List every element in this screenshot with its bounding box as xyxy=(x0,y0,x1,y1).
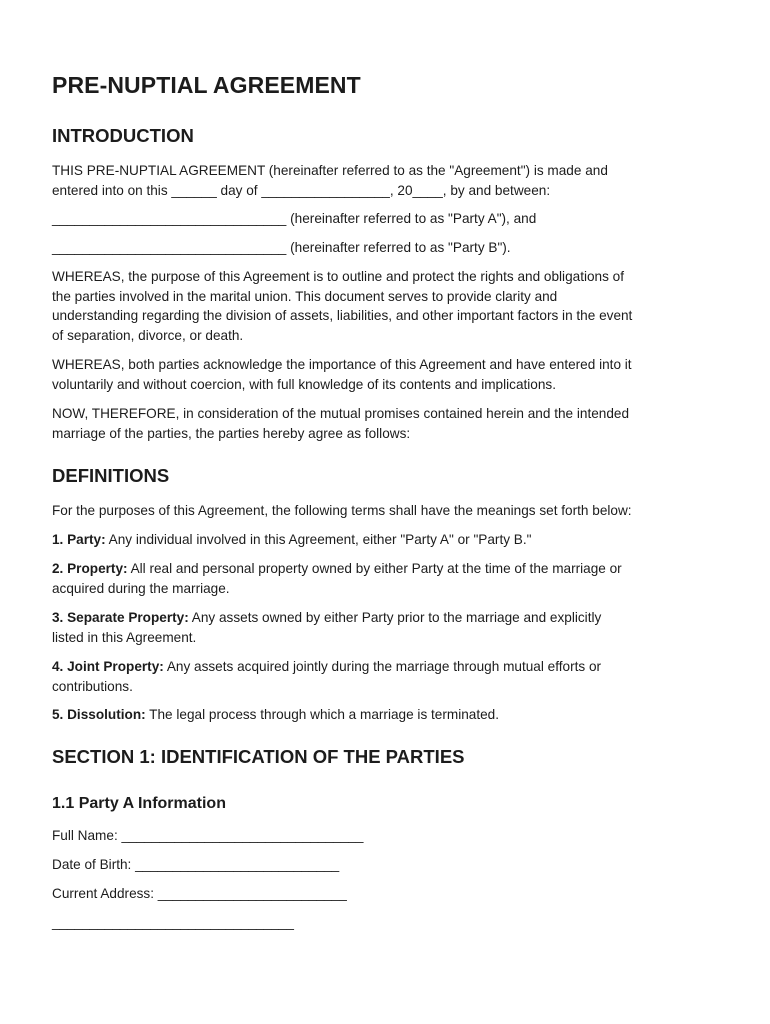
document-title: PRE-NUPTIAL AGREEMENT xyxy=(52,72,361,98)
current-address-field: Current Address: _________________________ xyxy=(52,886,347,901)
definition-term: 3. Separate Property: xyxy=(52,610,189,625)
text-line: voluntarily and without coercion, with full knowledge of its contents and implications. xyxy=(52,376,556,392)
text-line: WHEREAS, both parties acknowledge the importance of this Agreement and have entered into it xyxy=(52,357,632,372)
definition-text: contributions. xyxy=(52,678,133,694)
definition-text: listed in this Agreement. xyxy=(52,629,197,645)
text-line: understanding regarding the division of assets, liabilities, and other important factors in the event xyxy=(52,308,633,323)
text-line: of separation, divorce, or death. xyxy=(52,327,244,343)
definition-text: Any individual involved in this Agreement, either "Party A" or "Party B." xyxy=(105,532,532,547)
definition-term: 5. Dissolution: xyxy=(52,707,146,722)
definition-item xyxy=(52,530,722,550)
definitions-heading: DEFINITIONS xyxy=(52,465,170,486)
definition-item xyxy=(52,657,722,696)
text-line: marriage of the parties, the parties hereby agree as follows: xyxy=(52,425,411,441)
party-a-info-heading: 1.1 Party A Information xyxy=(52,795,226,812)
section-1-heading: SECTION 1: IDENTIFICATION OF THE PARTIES xyxy=(52,746,465,767)
definition-item xyxy=(52,608,722,647)
definition-text: acquired during the marriage. xyxy=(52,580,230,596)
intro-paragraph xyxy=(52,161,722,200)
definition-item xyxy=(52,705,722,725)
text-line: WHEREAS, the purpose of this Agreement is to outline and protect the rights and obligations of xyxy=(52,269,625,284)
definition-text: Any assets owned by either Party prior to the marriage and explicitly xyxy=(188,610,602,625)
definition-text: Any assets acquired jointly during the marriage through mutual efforts or xyxy=(163,659,602,674)
definitions-intro: For the purposes of this Agreement, the following terms shall have the meanings set forth below: xyxy=(52,503,632,518)
text-line: the parties involved in the marital union. This document serves to provide clarity and xyxy=(52,288,558,304)
intro-line: THIS PRE-NUPTIAL AGREEMENT (hereinafter referred to as the "Agreement") is made and xyxy=(52,163,608,178)
definition-term: 1. Party: xyxy=(52,532,106,547)
date-of-birth-field: Date of Birth: ___________________________ xyxy=(52,857,340,872)
address-continuation-line: ________________________________ xyxy=(52,915,294,930)
party-a-line: _______________________________ (hereinafter referred to as "Party A"), and xyxy=(52,211,537,226)
intro-line: entered into on this ______ day of _________________, 20____, by and between: xyxy=(52,182,551,198)
now-therefore-paragraph xyxy=(52,404,722,443)
definition-item xyxy=(52,559,722,598)
definition-text: The legal process through which a marriage is terminated. xyxy=(145,707,500,722)
definition-text: All real and personal property owned by either Party at the time of the marriage or xyxy=(127,561,622,576)
whereas-paragraph-2 xyxy=(52,355,722,394)
text-line: NOW, THEREFORE, in consideration of the mutual promises contained herein and the intended xyxy=(52,406,630,421)
definition-term: 4. Joint Property: xyxy=(52,659,164,674)
party-b-line: _______________________________ (hereinafter referred to as "Party B"). xyxy=(52,240,511,255)
definition-term: 2. Property: xyxy=(52,561,128,576)
full-name-field: Full Name: ________________________________ xyxy=(52,828,364,843)
introduction-heading: INTRODUCTION xyxy=(52,125,194,146)
whereas-paragraph-1 xyxy=(52,267,722,345)
